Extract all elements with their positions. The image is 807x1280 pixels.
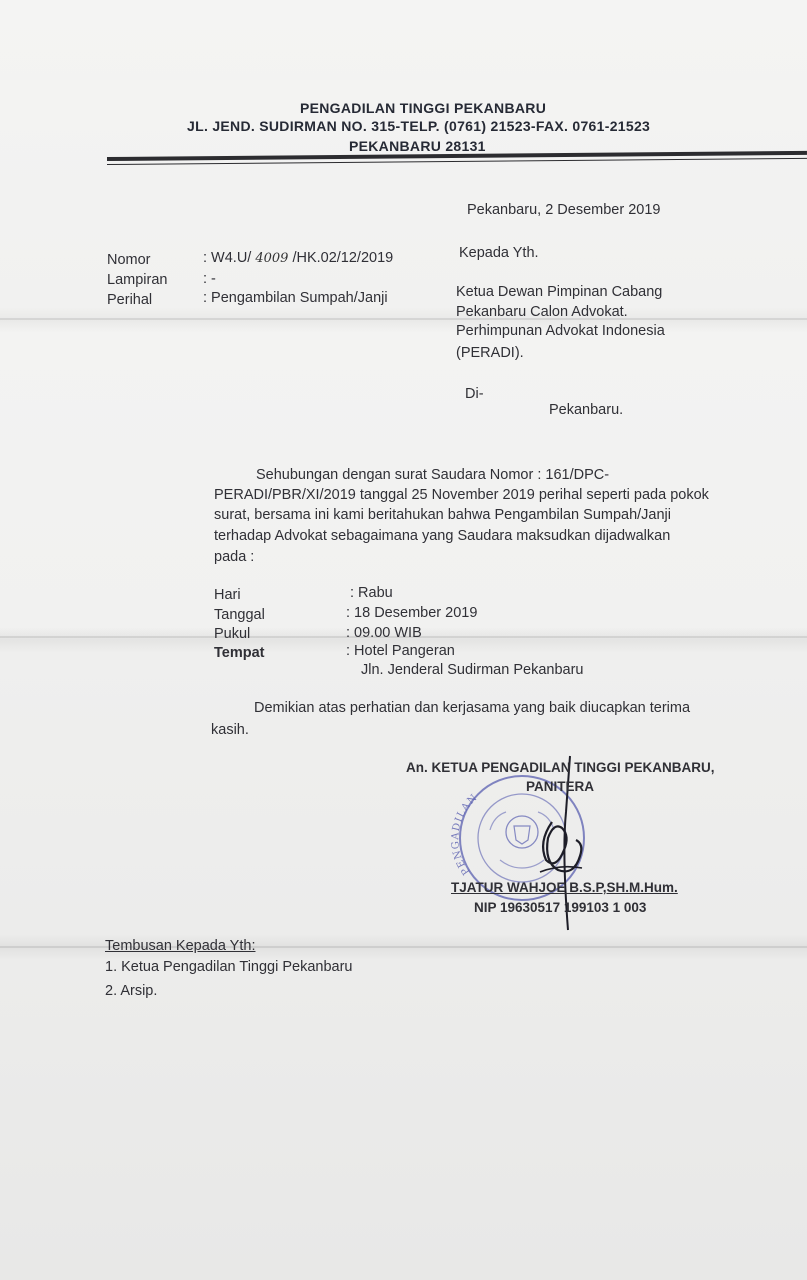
schedule-pukul-value: : 09.00 WIB [346,625,422,641]
recipient-line: Ketua Dewan Pimpinan Cabang [456,284,663,300]
body-line: PERADI/PBR/XI/2019 tanggal 25 November 2019 perihal seperti pada pokok [214,487,709,503]
schedule-hari-label: Hari [214,587,241,603]
closing-line: Demikian atas perhatian dan kerjasama yang baik diucapkan terima [254,700,691,716]
recipient-line: (PERADI). [456,345,524,361]
closing-line: kasih. [211,722,249,738]
nomor-label: Nomor [107,252,151,268]
schedule-pukul-label: Pukul [214,626,251,642]
cc-heading: Tembusan Kepada Yth: [105,938,256,954]
body-line: surat, bersama ini kami beritahukan bahwa Pengambilan Sumpah/Janji [214,507,672,523]
perihal-label: Perihal [107,292,153,308]
body-line: pada : [214,549,255,565]
schedule-tempat-address: Jln. Jenderal Sudirman Pekanbaru [361,662,584,678]
nomor-prefix: : W4.U/ [203,250,252,266]
nomor-handwritten: 4009 [255,251,289,266]
schedule-hari-value: : Rabu [350,585,393,601]
fold-crease [0,318,807,320]
recipient-city: Pekanbaru. [549,402,624,418]
svg-text:PENGADILAN [450,792,480,877]
signatory-title: An. KETUA PENGADILAN TINGGI PEKANBARU, [406,760,715,775]
cc-item: 2. Arsip. [105,983,158,999]
recipient-line: Perhimpunan Advokat Indonesia [456,323,665,339]
letterhead-address: JL. JEND. SUDIRMAN NO. 315-TELP. (0761) 21523-FAX. 0761-21523 [187,118,651,134]
lampiran-value: : - [203,271,216,287]
body-line: Sehubungan dengan surat Saudara Nomor : 161/DPC- [256,467,610,483]
signatory-name: TJATUR WAHJOE B.S.P,SH.M.Hum. [451,880,678,895]
letter-date: Pekanbaru, 2 Desember 2019 [467,202,661,218]
stamp-text: PENGADILAN [450,792,481,877]
schedule-tanggal-value: : 18 Desember 2019 [346,605,478,621]
lampiran-label: Lampiran [107,272,168,288]
recipient-greeting: Kepada Yth. [459,245,539,261]
signatory-position: PANITERA [526,779,595,794]
schedule-tanggal-label: Tanggal [214,607,265,623]
body-line: terhadap Advokat sebagaimana yang Saudara maksudkan dijadwalkan [214,528,671,544]
letterhead-postal: PEKANBARU 28131 [349,138,486,154]
signatory-nip: NIP 19630517 199103 1 003 [474,900,647,915]
recipient-line: Pekanbaru Calon Advokat. [456,304,628,320]
perihal-value: : Pengambilan Sumpah/Janji [203,290,388,306]
nomor-suffix: /HK.02/12/2019 [292,250,394,266]
schedule-tempat-label: Tempat [214,645,265,661]
nomor-value [203,250,393,266]
cc-item: 1. Ketua Pengadilan Tinggi Pekanbaru [105,959,353,975]
letterhead-court-name: PENGADILAN TINGGI PEKANBARU [300,100,547,116]
recipient-di: Di- [465,386,484,402]
schedule-tempat-value: : Hotel Pangeran [346,643,455,659]
